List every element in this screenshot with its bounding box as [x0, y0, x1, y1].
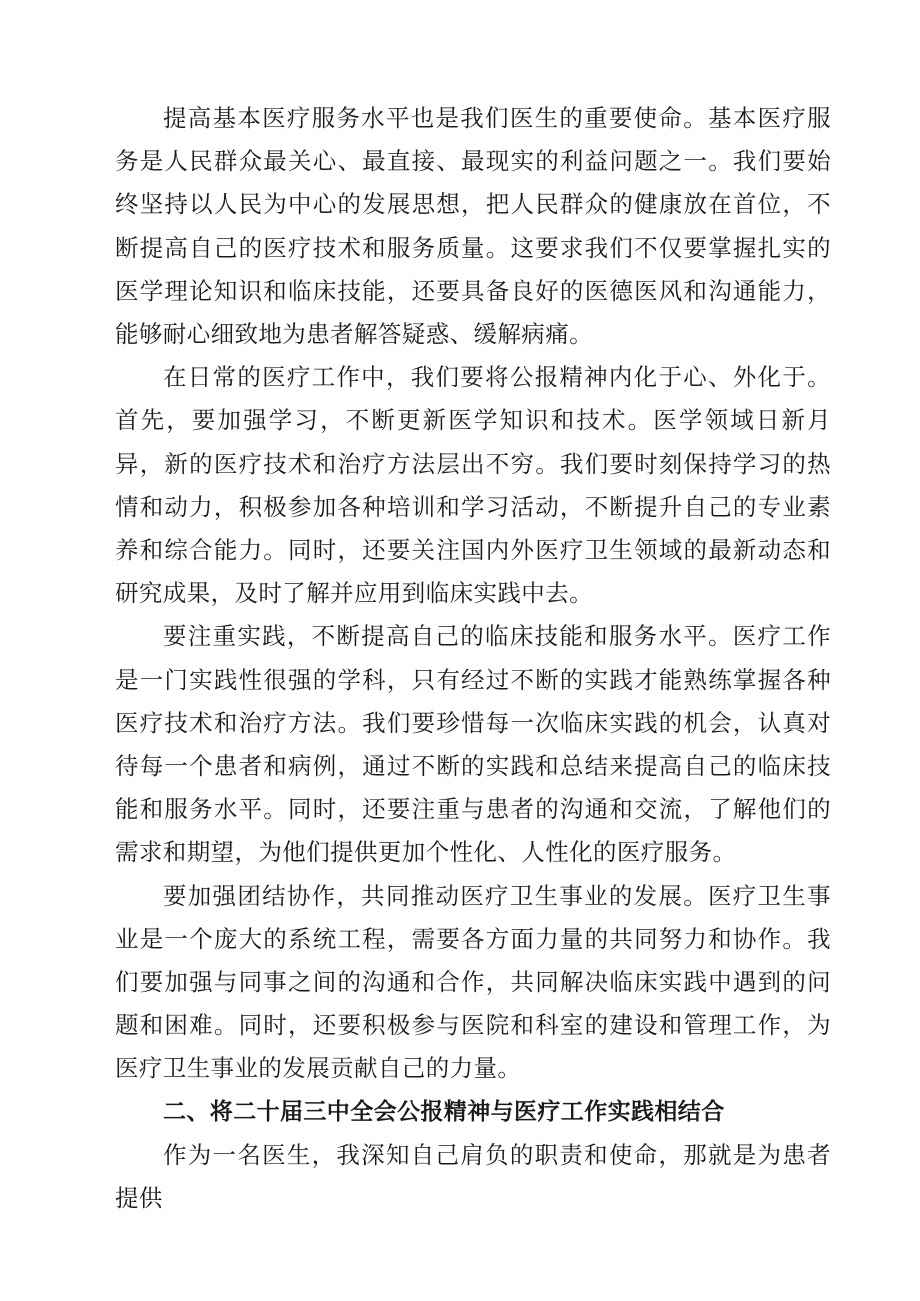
paragraph-doctor-mission: 作为一名医生，我深知自己肩负的职责和使命，那就是为患者提供	[115, 1140, 831, 1213]
document-body	[115, 97, 831, 1220]
paragraph-daily-work: 在日常的医疗工作中，我们要将公报精神内化于心、外化于。首先，要加强学习，不断更新医学知识和技术。医学领域日新月异，新的医疗技术和治疗方法层出不穷。我们要时刻保持学习的热情和动力，积极参加各种培训和学习活动，不断提升自己的专业素养和综合能力。同时，还要关注国内外医疗卫生领域的最新动态和研究成果，及时了解并应用到临床实践中去。	[115, 363, 831, 608]
paragraph-practice: 要注重实践，不断提高自己的临床技能和服务水平。医疗工作是一门实践性很强的学科，只有经过不断的实践才能熟练掌握各种医疗技术和治疗方法。我们要珍惜每一次临床实践的机会，认真对待每一个患者和病例，通过不断的实践和总结来提高自己的临床技能和服务水平。同时，还要注重与患者的沟通和交流，了解他们的需求和期望，为他们提供更加个性化、人性化的医疗服务。	[115, 622, 831, 867]
section-heading: 二、将二十届三中全会公报精神与医疗工作实践相结合	[163, 1098, 725, 1125]
paragraph-basic-medical-service: 提高基本医疗服务水平也是我们医生的重要使命。基本医疗服务是人民群众最关心、最直接、最现实的利益问题之一。我们要始终坚持以人民为中心的发展思想，把人民群众的健康放在首位，不断提高自己的医疗技术和服务质量。这要求我们不仅要掌握扎实的医学理论知识和临床技能，还要具备良好的医德医风和沟通能力，能够耐心细致地为患者解答疑惑、缓解病痛。	[115, 104, 831, 349]
paragraph-teamwork: 要加强团结协作，共同推动医疗卫生事业的发展。医疗卫生事业是一个庞大的系统工程，需要各方面力量的共同努力和协作。我们要加强与同事之间的沟通和合作，共同解决临床实践中遇到的问题和困难。同时，还要积极参与医院和科室的建设和管理工作，为医疗卫生事业的发展贡献自己的力量。	[115, 881, 831, 1083]
